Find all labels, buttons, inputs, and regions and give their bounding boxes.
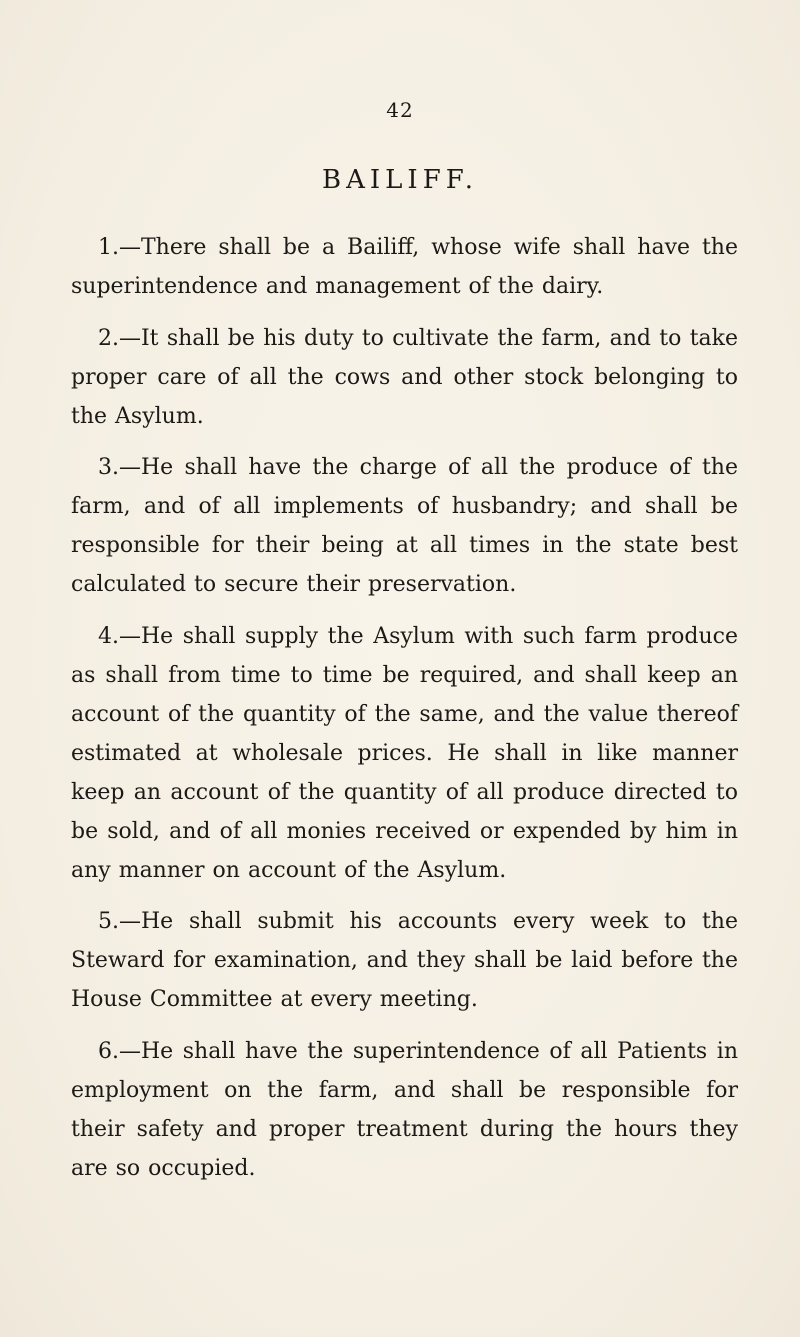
paragraph-2: 2.—It shall be his duty to cultivate the farm, and to take proper care of all the cows and other stock belonging to the Asylum. [71, 325, 738, 429]
page-number: 42 [386, 98, 414, 122]
body-text [71, 228, 738, 1200]
paragraph-4: 4.—He shall supply the Asylum with such farm produce as shall from time to time be required, and shall keep an account of the quantity of the same, and the value thereof estimated at wholesale prices. He shall in like manner keep an account of the quantity of all produce directed to be sold, and of all monies received or expended by him in any manner on account of the Asylum. [71, 623, 738, 883]
paragraph-3: 3.—He shall have the charge of all the produce of the farm, and of all implements of husbandry; and shall be responsible for their being at all times in the state best calculated to secure their preservation. [71, 455, 738, 597]
paragraph-6: 6.—He shall have the superintendence of all Patients in employment on the farm, and shall be responsible for their safety and proper treatment during the hours they are so occupied. [71, 1038, 738, 1181]
section-heading: BAILIFF. [322, 165, 478, 195]
paragraph-5: 5.—He shall submit his accounts every week to the Steward for examination, and they shall be laid before the House Committee at every meeting. [71, 909, 738, 1012]
paragraph-1: 1.—There shall be a Bailiff, whose wife shall have the superintendence and management of the dairy. [71, 235, 738, 299]
